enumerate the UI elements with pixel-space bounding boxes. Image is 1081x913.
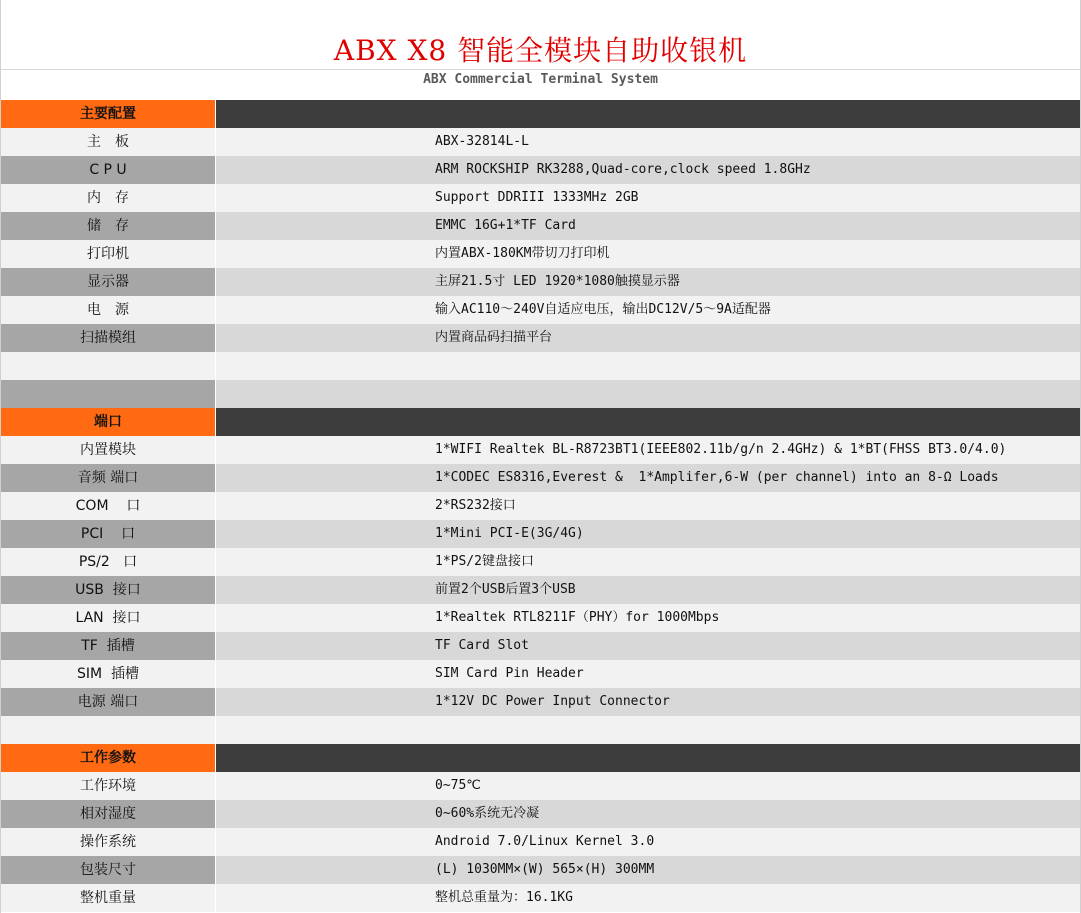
row-value: 内置商品码扫描平台	[216, 324, 1080, 352]
row-value: 2*RS232接口	[216, 492, 1080, 520]
spec-table	[1, 100, 1080, 912]
row-label: PCI 口	[1, 520, 216, 548]
page-title: ABX X8 智能全模块自助收银机	[333, 34, 748, 67]
table-row	[1, 632, 1080, 660]
row-label: 储 存	[1, 212, 216, 240]
row-value: 1*Mini PCI-E(3G/4G)	[216, 520, 1080, 548]
section-title: 工作参数	[1, 744, 216, 772]
table-row	[1, 464, 1080, 492]
table-row	[1, 772, 1080, 800]
table-row-empty	[1, 380, 1080, 408]
title-row	[1, 0, 1080, 70]
table-row	[1, 660, 1080, 688]
row-value: ARM ROCKSHIP RK3288,Quad-core,clock speed 1.8GHz	[216, 156, 1080, 184]
row-label: 内 存	[1, 184, 216, 212]
row-value: 整机总重量为：16.1KG	[216, 884, 1080, 912]
table-row-empty	[1, 352, 1080, 380]
row-label: 主 板	[1, 128, 216, 156]
section-header-work-params	[1, 744, 1080, 772]
row-value: 1*Realtek RTL8211F（PHY）for 1000Mbps	[216, 604, 1080, 632]
row-value	[216, 380, 1080, 408]
table-row	[1, 184, 1080, 212]
table-row	[1, 800, 1080, 828]
table-row	[1, 604, 1080, 632]
row-value: ABX-32814L-L	[216, 128, 1080, 156]
row-label: SIM 插槽	[1, 660, 216, 688]
table-row	[1, 128, 1080, 156]
table-row	[1, 576, 1080, 604]
row-label: 整机重量	[1, 884, 216, 912]
table-row	[1, 492, 1080, 520]
row-value: TF Card Slot	[216, 632, 1080, 660]
row-value: Support DDRIII 1333MHz 2GB	[216, 184, 1080, 212]
table-row	[1, 212, 1080, 240]
page-subtitle: ABX Commercial Terminal System	[423, 72, 658, 87]
row-label	[1, 352, 216, 380]
row-value: 1*12V DC Power Input Connector	[216, 688, 1080, 716]
row-value	[216, 716, 1080, 744]
table-row	[1, 296, 1080, 324]
section-bar	[216, 744, 1080, 772]
row-label: USB 接口	[1, 576, 216, 604]
row-label	[1, 380, 216, 408]
row-value: 0~75℃	[216, 772, 1080, 800]
section-header-main-config	[1, 100, 1080, 128]
row-label: 工作环境	[1, 772, 216, 800]
row-value: 输入AC110～240V自适应电压，输出DC12V/5～9A适配器	[216, 296, 1080, 324]
table-row	[1, 156, 1080, 184]
row-label: TF 插槽	[1, 632, 216, 660]
section-title: 端口	[1, 408, 216, 436]
table-row	[1, 520, 1080, 548]
row-label: 电 源	[1, 296, 216, 324]
table-row	[1, 548, 1080, 576]
row-value: 内置ABX-180KM带切刀打印机	[216, 240, 1080, 268]
row-label: 扫描模组	[1, 324, 216, 352]
row-value: 1*CODEC ES8316,Everest & 1*Amplifer,6-W (per channel) into an 8-Ω Loads	[216, 464, 1080, 492]
section-title: 主要配置	[1, 100, 216, 128]
row-label: 音频 端口	[1, 464, 216, 492]
section-bar	[216, 100, 1080, 128]
row-label: 内置模块	[1, 436, 216, 464]
row-value: SIM Card Pin Header	[216, 660, 1080, 688]
table-row	[1, 828, 1080, 856]
table-row	[1, 688, 1080, 716]
row-value: 0~60%系统无冷凝	[216, 800, 1080, 828]
table-row	[1, 324, 1080, 352]
table-row-empty	[1, 716, 1080, 744]
row-label: 操作系统	[1, 828, 216, 856]
row-label: 电源 端口	[1, 688, 216, 716]
row-label: 包装尺寸	[1, 856, 216, 884]
row-label: COM 口	[1, 492, 216, 520]
subtitle-row	[1, 70, 1080, 100]
row-label: 打印机	[1, 240, 216, 268]
row-value: EMMC 16G+1*TF Card	[216, 212, 1080, 240]
section-header-ports	[1, 408, 1080, 436]
table-row	[1, 240, 1080, 268]
table-row	[1, 268, 1080, 296]
table-row	[1, 884, 1080, 912]
row-value: Android 7.0/Linux Kernel 3.0	[216, 828, 1080, 856]
row-label: 相对湿度	[1, 800, 216, 828]
row-value	[216, 352, 1080, 380]
row-label: PS/2 口	[1, 548, 216, 576]
table-row	[1, 856, 1080, 884]
row-label	[1, 716, 216, 744]
row-value: 前置2个USB后置3个USB	[216, 576, 1080, 604]
row-label: LAN 接口	[1, 604, 216, 632]
row-label: 显示器	[1, 268, 216, 296]
table-row	[1, 436, 1080, 464]
row-value: 1*WIFI Realtek BL-R8723BT1(IEEE802.11b/g/n 2.4GHz) & 1*BT(FHSS BT3.0/4.0)	[216, 436, 1080, 464]
section-bar	[216, 408, 1080, 436]
row-value: 1*PS/2键盘接口	[216, 548, 1080, 576]
row-label: C P U	[1, 156, 216, 184]
row-value: (L) 1030MM×(W) 565×(H) 300MM	[216, 856, 1080, 884]
row-value: 主屏21.5寸 LED 1920*1080触摸显示器	[216, 268, 1080, 296]
